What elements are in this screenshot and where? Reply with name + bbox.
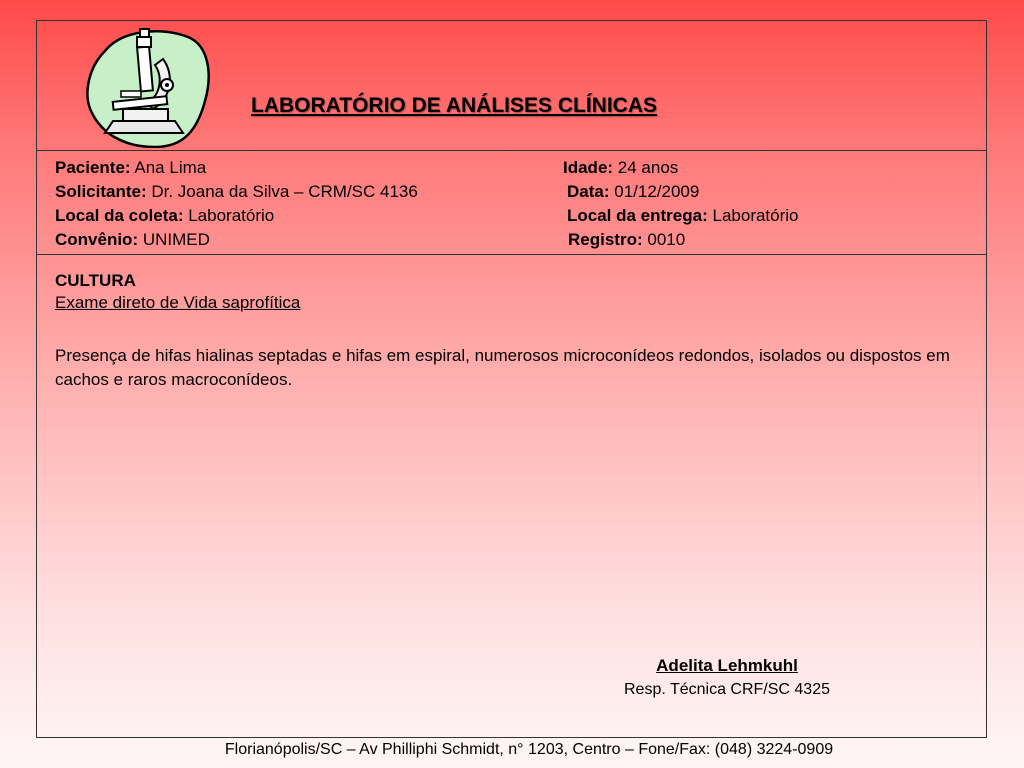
- registro-value: 0010: [647, 230, 686, 249]
- local-entrega-field: [567, 206, 799, 226]
- signature-block: [577, 653, 877, 701]
- solicitante-field: [55, 182, 418, 202]
- patient-info: [37, 151, 986, 255]
- exam-name: Exame direto de Vida saprofítica: [55, 293, 301, 312]
- paciente-label: Paciente:: [55, 158, 131, 177]
- local-entrega-label: Local da entrega:: [567, 206, 708, 225]
- local-entrega-value: Laboratório: [712, 206, 799, 225]
- data-label: Data:: [567, 182, 610, 201]
- exam-result: Presença de hifas hialinas septadas e hifas em espiral, numerosos microconídeos redondos, isolados ou dispostos em cachos e raros macroconídeos.: [55, 346, 950, 389]
- exam-section: CULTURA: [55, 271, 136, 290]
- convenio-label: Convênio:: [55, 230, 139, 249]
- registro-label: Registro:: [568, 230, 643, 249]
- paciente-field: [55, 158, 206, 178]
- solicitante-label: Solicitante:: [55, 182, 147, 201]
- microscope-icon: [83, 23, 213, 148]
- report-frame: [36, 20, 987, 738]
- local-coleta-field: [55, 206, 274, 226]
- convenio-value: UNIMED: [142, 230, 210, 249]
- registro-field: [568, 230, 685, 250]
- local-coleta-label: Local da coleta:: [55, 206, 184, 225]
- convenio-field: [55, 230, 210, 250]
- signature-name: Adelita Lehmkuhl: [656, 656, 798, 675]
- page-title: LABORATÓRIO DE ANÁLISES CLÍNICAS: [251, 94, 658, 117]
- solicitante-value: Dr. Joana da Silva – CRM/SC 4136: [151, 182, 418, 201]
- paciente-value: Ana Lima: [134, 158, 207, 177]
- idade-field: [563, 158, 678, 178]
- idade-label: Idade:: [563, 158, 614, 177]
- data-field: [567, 182, 699, 202]
- signature-role: Resp. Técnica CRF/SC 4325: [623, 681, 830, 698]
- exam-content: [55, 270, 970, 392]
- report-header: [37, 21, 986, 151]
- footer-address: Florianópolis/SC – Av Philliphi Schmidt, n° 1203, Centro – Fone/Fax: (048) 3224-0909: [224, 741, 834, 758]
- data-value: 01/12/2009: [614, 182, 700, 201]
- local-coleta-value: Laboratório: [188, 206, 275, 225]
- idade-value: 24 anos: [617, 158, 679, 177]
